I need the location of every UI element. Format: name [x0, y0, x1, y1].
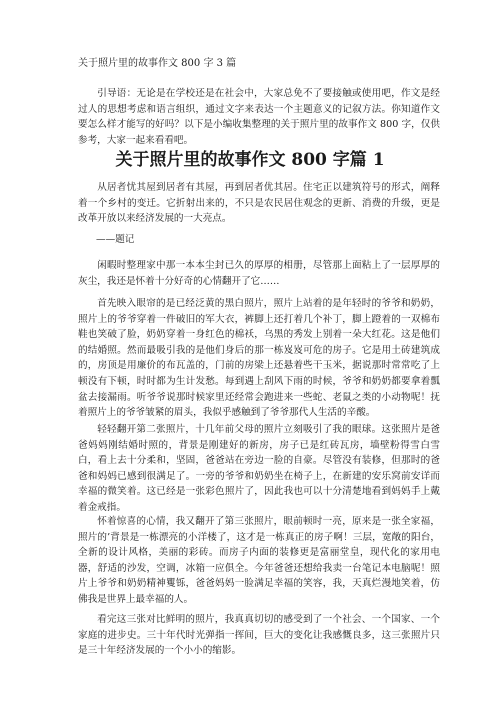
body-paragraph: 首先映入眼帘的是已经泛黄的黑白照片，照片上站着的是年轻时的爷爷和奶奶，照片上的爷爷穿着一件破旧的军大衣，裤脚上还打着几个补丁，脚上蹬着的一双棉布鞋也笑破了脸，奶奶穿着一身红色的棉袄，乌黑的秀发上别着一朵大红花。这是他们的结婚照。然而最吸引我的是他们身后的那一栋岌岌可危的房子。它是用土砖建筑成的，房顶是用廉价的布瓦盖的，门前的房梁上还悬着些干玉米，据说那时常常吃了上顿没有下顿，时时都为生计发愁。每到遇上刮风下雨的时候，爷爷和奶奶都要拿着瓢盆去接漏雨。听爷爷说那时候家里还经常会跑进来一些蛇、老鼠之类的小动物呢！抚着照片上的爷爷皱紧的眉头，我似乎感触到了爷爷那代人生活的辛酸。 [78, 298, 440, 419]
epigraph: ——题记 [96, 234, 135, 245]
body-paragraph: 轻轻翻开第二张照片，十几年前父母的照片立刻吸引了我的眼球。这张照片是爸爸妈妈刚结婚时照的，背景是刚建好的新房，房子已是红砖瓦房，墙壁粉得雪白雪白，看上去十分柔和，坚固，爸爸站在旁边一脸的自豪。尽管没有装修，但那时的爸爸和妈妈已感到很满足了。一旁的爷爷和奶奶坐在椅子上，在新建的安乐窝前安详而幸福的微笑着。这已经是一张彩色照片了，因此我也可以十分清楚地看到妈妈手上戴着金戒指。 [78, 424, 440, 513]
body-paragraph: 闲暇时整理家中那一本本尘封已久的厚厚的相册，尽管那上面粘上了一层厚厚的灰尘，我还是怀着十分好奇的心情翻开了它…… [78, 260, 440, 287]
body-paragraph: 怀着惊喜的心情，我又翻开了第三张照片，眼前顿时一亮，原来是一张全家福，照片的’背景是一栋漂亮的小洋楼了，这才是一栋真正的房子啊！三层，宽敞的阳台，全新的设计风格，美丽的彩砖。而房子内面的装修更是富丽堂皇，现代化的家用电器，舒适的沙发，空调，冰箱一应俱全。今年爸爸还想给我卖一台笔记本电脑呢！照片上爷爷和奶奶精神矍铄，爸爸妈妈一脸满足幸福的笑容，我，天真烂漫地笑着，仿佛我是世界上最幸福的人。 [78, 516, 440, 605]
document-title: 关于照片里的故事作文 800 字 3 篇 [78, 58, 237, 69]
body-paragraph: 从居者忧其屋到居者有其屋，再到居者优其居。住宅正以建筑符号的形式，阐释着一个乡村的变迁。它折射出来的，不只是农民居住观念的更新、消费的升级，更是改革开放以来经济发展的一大亮点。 [78, 182, 440, 225]
section-heading: 关于照片里的故事作文 800 字篇 1 [115, 150, 385, 170]
intro-paragraph: 引导语：无论是在学校还是在社会中，大家总免不了要接触或使用吧，作文是经过人的思想考虑和语言组织，通过文字来表达一个主题意义的记叙方法。你知道作文要怎么样才能写的好吗？以下是小编收集整理的关于照片里的故事作文 800 字，仅供参考，大家一起来看看吧。 [78, 88, 440, 146]
body-paragraph: 看完这三张对比鲜明的照片，我真真切切的感受到了一个社会、一个国家、一个家庭的进步史。三十年代时光弹指一挥间，巨大的变化让我感慨良多，这三张照片只是三十年经济发展的一个小小的缩影。 [78, 614, 440, 657]
